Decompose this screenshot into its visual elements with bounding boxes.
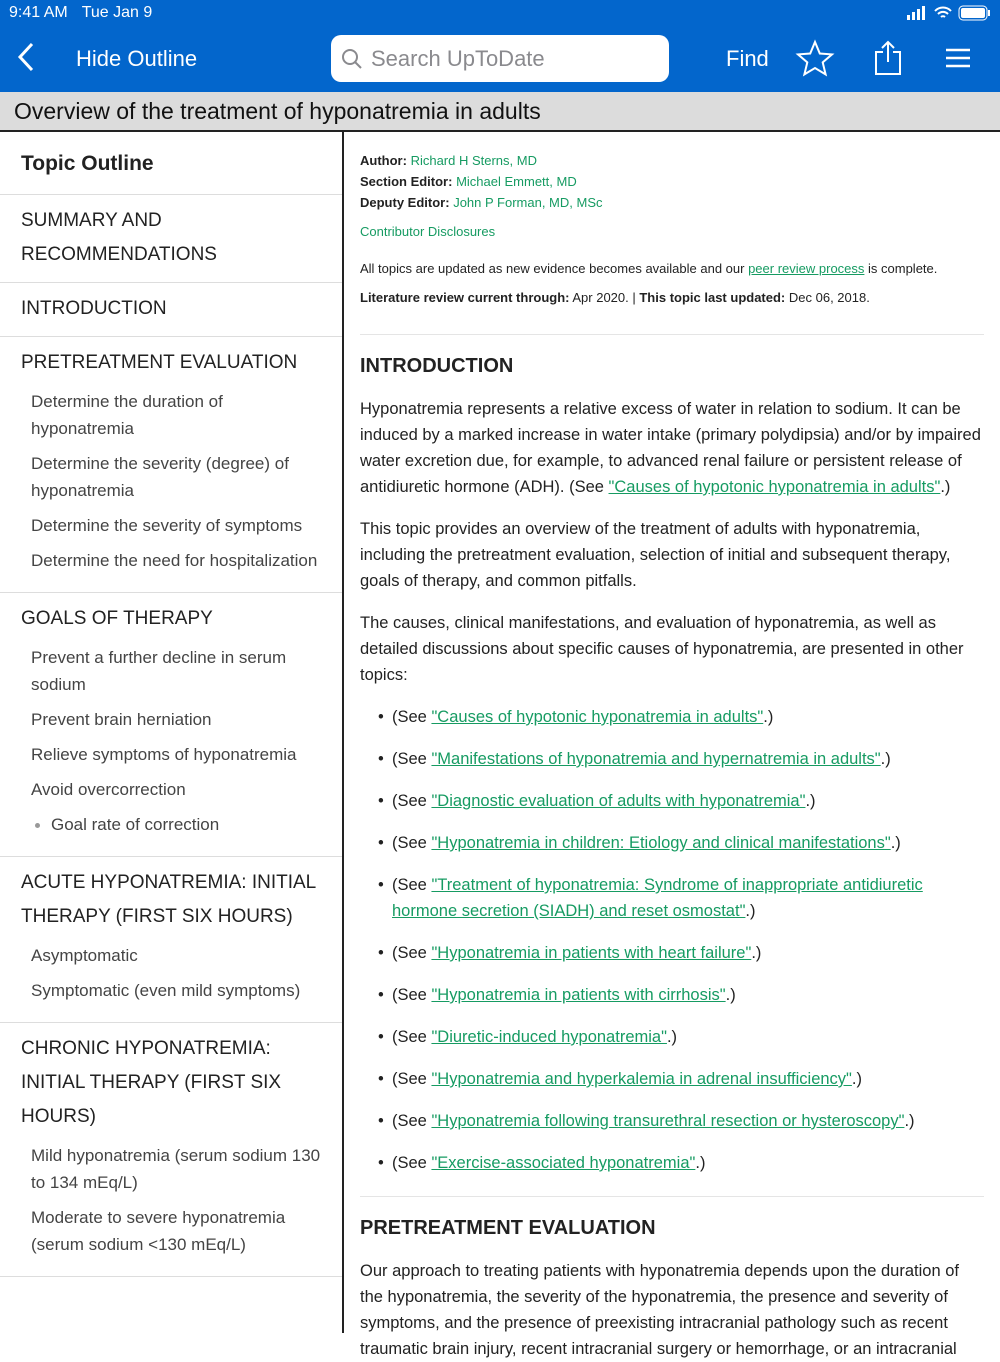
update-text: All topics are updated as new evidence becomes available and our	[360, 261, 749, 276]
outline-section	[0, 283, 342, 337]
text: .)	[880, 750, 891, 768]
outline-subsection-link[interactable]: Determine the severity (degree) of hyponatremia	[31, 454, 289, 500]
outline-subsection-link[interactable]: Determine the duration of hyponatremia	[31, 392, 223, 438]
outline-subsection-link[interactable]: Determine the severity of symptoms	[31, 516, 303, 535]
topic-link[interactable]: "Hyponatremia and hyperkalemia in adrenal insufficiency"	[431, 1070, 852, 1088]
list-item	[378, 704, 984, 730]
outline-subsection-link[interactable]: Symptomatic (even mild symptoms)	[31, 981, 301, 1000]
text: Hyponatremia represents a relative excess of water in relation to sodium. It can be induced by a marked increase in water intake (primary polydipsia) and/or by impaired water excretion due, for example, to advanced renal failure or persistent release of antidiuretic hormone (ADH). (See	[360, 400, 981, 496]
text: .)	[745, 902, 756, 920]
text: .)	[751, 944, 762, 962]
section-editor-label: Section Editor:	[360, 174, 453, 189]
divider	[360, 334, 984, 335]
outline-subsection-link[interactable]: Prevent brain herniation	[31, 710, 212, 729]
star-icon[interactable]	[796, 40, 834, 78]
outline-subsection-link[interactable]: Determine the need for hospitalization	[31, 551, 318, 570]
chevron-left-icon	[16, 42, 36, 72]
text: .)	[805, 792, 816, 810]
intro-paragraph: This topic provides an overview of the treatment of adults with hyponatremia, including the pretreatment evaluation, selection of initial and subsequent therapy, goals of therapy, and common pitfalls.	[360, 520, 951, 590]
text: (See	[392, 944, 432, 962]
text: .)	[890, 834, 901, 852]
topic-link[interactable]: "Hyponatremia in patients with cirrhosis"	[431, 986, 726, 1004]
date: Tue Jan 9	[81, 4, 153, 21]
search-icon	[341, 48, 363, 70]
outline-section-link[interactable]: ACUTE HYPONATREMIA: INITIAL THERAPY (FIRST SIX HOURS)	[21, 872, 316, 927]
intro-paragraph	[360, 396, 984, 500]
divider	[360, 1196, 984, 1197]
list-item	[378, 746, 984, 772]
find-button[interactable]: Find	[726, 46, 769, 71]
back-button[interactable]	[16, 42, 36, 77]
text: .)	[940, 478, 951, 496]
article	[344, 132, 1000, 1358]
text: .)	[904, 1112, 915, 1130]
status-bar	[9, 4, 166, 22]
topic-link[interactable]: "Exercise-associated hyponatremia"	[431, 1154, 696, 1172]
share-icon[interactable]	[874, 40, 902, 76]
hide-outline-button[interactable]: Hide Outline	[76, 46, 198, 71]
outline-section	[0, 195, 342, 283]
outline-subsection-link[interactable]: Prevent a further decline in serum sodium	[31, 648, 287, 694]
outline-subsection-link[interactable]: Asymptomatic	[31, 946, 138, 965]
topic-link[interactable]: "Diuretic-induced hyponatremia"	[431, 1028, 667, 1046]
search-input[interactable]	[331, 35, 669, 82]
contributor-disclosures-link[interactable]: Contributor Disclosures	[360, 224, 496, 239]
topic-link[interactable]: "Diagnostic evaluation of adults with hyponatremia"	[431, 792, 806, 810]
article-meta	[360, 150, 984, 308]
text: (See	[392, 1154, 432, 1172]
list-item	[378, 788, 984, 814]
outline-subsubsection-link[interactable]: Goal rate of correction	[0, 811, 342, 838]
outline-section-link[interactable]: SUMMARY AND RECOMMENDATIONS	[21, 210, 217, 265]
topic-link[interactable]: "Hyponatremia following transurethral resection or hysteroscopy"	[431, 1112, 905, 1130]
signal-icon	[906, 6, 928, 20]
topic-link[interactable]: "Hyponatremia in patients with heart failure"	[431, 944, 752, 962]
topic-link[interactable]: "Treatment of hyponatremia: Syndrome of inappropriate antidiuretic hormone secretion (SIADH) and reset osmostat"	[392, 876, 923, 920]
topic-link[interactable]: "Causes of hypotonic hyponatremia in adults"	[608, 478, 941, 496]
text: (See	[392, 986, 432, 1004]
topic-outline	[0, 132, 344, 1333]
text: (See	[392, 708, 432, 726]
last-updated-value: Dec 06, 2018.	[785, 290, 870, 305]
search-placeholder: Search UpToDate	[371, 45, 545, 71]
peer-review-link[interactable]: peer review process	[748, 261, 865, 276]
deputy-editor-label: Deputy Editor:	[360, 195, 450, 210]
outline-section	[0, 1023, 342, 1277]
time: 9:41 AM	[9, 4, 68, 21]
list-item	[378, 1108, 984, 1134]
outline-subsection-link[interactable]: Avoid overcorrection	[31, 780, 186, 799]
text: .)	[695, 1154, 706, 1172]
text: (See	[392, 1028, 432, 1046]
text: (See	[392, 792, 432, 810]
intro-paragraph: The causes, clinical manifestations, and evaluation of hyponatremia, as well as detailed discussions about specific causes of hyponatremia, are presented in other topics:	[360, 614, 964, 684]
deputy-editor-link[interactable]: John P Forman, MD, MSc	[453, 195, 603, 210]
list-item	[378, 940, 984, 966]
text: (See	[392, 876, 432, 894]
author-label: Author:	[360, 153, 407, 168]
author-link[interactable]: Richard H Sterns, MD	[410, 153, 537, 168]
battery-icon	[958, 5, 992, 21]
outline-subsection-link[interactable]: Relieve symptoms of hyponatremia	[31, 745, 297, 764]
outline-section-link[interactable]: GOALS OF THERAPY	[21, 608, 213, 629]
update-text-end: is complete.	[864, 261, 938, 276]
status-icons	[906, 5, 992, 21]
text: .)	[666, 1028, 678, 1046]
section-heading-introduction: INTRODUCTION	[360, 355, 514, 377]
outline-section	[0, 593, 342, 857]
text: (See	[392, 1070, 432, 1088]
text: (See	[392, 834, 432, 852]
outline-subsection-link[interactable]: Moderate to severe hyponatremia (serum sodium <130 mEq/L)	[31, 1208, 286, 1254]
outline-section	[0, 857, 342, 1023]
list-item	[378, 872, 984, 924]
topic-link[interactable]: "Causes of hypotonic hyponatremia in adults"	[431, 708, 764, 726]
topic-link[interactable]: "Hyponatremia in children: Etiology and clinical manifestations"	[431, 834, 891, 852]
page-title: Overview of the treatment of hyponatremia in adults	[0, 92, 1000, 132]
topic-link[interactable]: "Manifestations of hyponatremia and hypernatremia in adults"	[431, 750, 881, 768]
text: .)	[851, 1070, 862, 1088]
text: (See	[392, 1112, 432, 1130]
pretreatment-paragraph: Our approach to treating patients with hyponatremia depends upon the duration of the hyponatremia, the severity of the hyponatremia, the presence and severity of symptoms, and the presence of preexisting intracranial pathology such as recent traumatic brain injury, recent intracranial surgery or hemorrhage, or an intracranial	[360, 1262, 959, 1358]
lit-review-value: Apr 2020. |	[569, 290, 640, 305]
last-updated-label: This topic last updated:	[639, 290, 786, 305]
outline-heading: Topic Outline	[0, 132, 342, 195]
outline-section	[0, 337, 342, 593]
list-item	[378, 1066, 984, 1092]
top-bar	[0, 0, 1000, 92]
section-editor-link[interactable]: Michael Emmett, MD	[456, 174, 577, 189]
outline-section-link[interactable]: INTRODUCTION	[21, 298, 167, 319]
outline-section-link[interactable]: PRETREATMENT EVALUATION	[21, 352, 298, 373]
text: .)	[725, 986, 736, 1004]
list-item	[378, 982, 984, 1008]
list-item	[378, 1024, 984, 1050]
text: (See	[392, 750, 432, 768]
wifi-icon	[934, 6, 952, 20]
section-heading-pretreatment: PRETREATMENT EVALUATION	[360, 1217, 656, 1239]
menu-icon[interactable]	[945, 48, 971, 68]
related-topics-list	[360, 704, 984, 1176]
list-item	[378, 830, 984, 856]
list-item	[378, 1150, 984, 1176]
outline-subsection-link[interactable]: Mild hyponatremia (serum sodium 130 to 134 mEq/L)	[31, 1146, 321, 1192]
text: .)	[763, 708, 774, 726]
outline-section-link[interactable]: CHRONIC HYPONATREMIA: INITIAL THERAPY (FIRST SIX HOURS)	[21, 1038, 282, 1127]
lit-review-label: Literature review current through:	[360, 290, 570, 305]
